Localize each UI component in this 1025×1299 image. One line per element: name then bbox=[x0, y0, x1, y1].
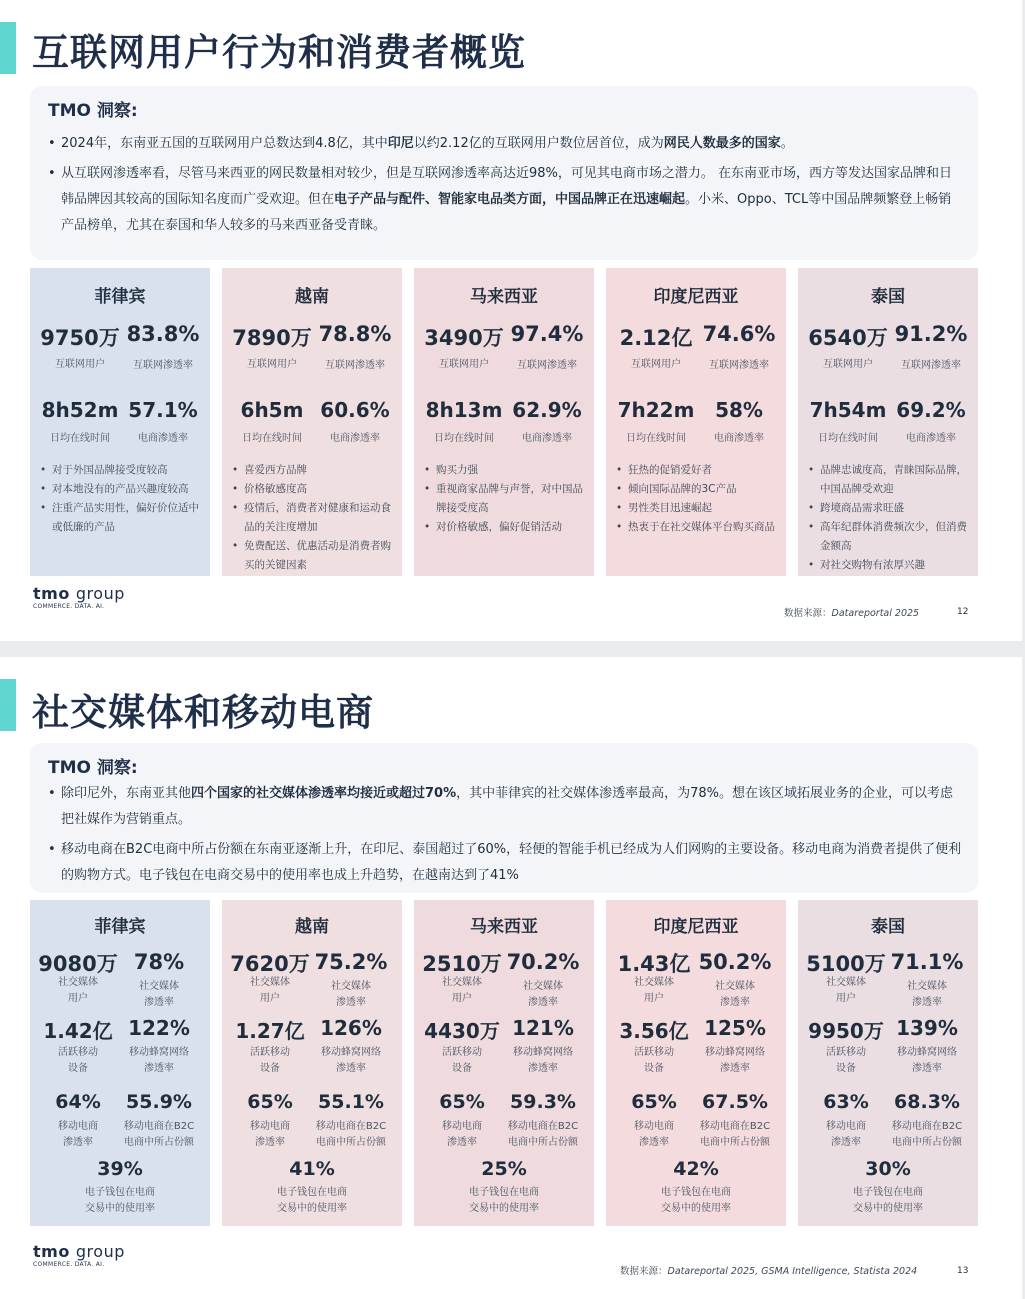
internet-users-label: 互联网用户 bbox=[631, 359, 681, 370]
ecommerce-penetration-label: 电商渗透率 bbox=[906, 433, 956, 444]
logo-group: group bbox=[75, 1242, 125, 1261]
b2c-share-value: 55.9% bbox=[126, 1091, 192, 1113]
title-accent-bar bbox=[0, 22, 16, 74]
bold-phrase: 网民人数最多的国家 bbox=[663, 136, 781, 151]
mobile-network-penetration-value: 125% bbox=[704, 1016, 766, 1040]
consumer-trait: • 品牌忠诚度高，青睐国际品牌，中国品牌受欢迎 bbox=[806, 461, 974, 499]
source-label: 数据来源： bbox=[620, 1266, 668, 1277]
mobile-devices-value: 9950万 bbox=[808, 1019, 884, 1043]
logo-tagline: COMMERCE. DATA. AI. bbox=[33, 1261, 105, 1268]
page-number: 13 bbox=[957, 1266, 969, 1276]
tmo-group-logo bbox=[33, 1242, 125, 1268]
bullet-dot: • bbox=[48, 842, 56, 857]
country-name: 越南 bbox=[295, 287, 329, 307]
internet-users-label: 互联网用户 bbox=[823, 359, 873, 370]
internet-penetration-label: 互联网渗透率 bbox=[517, 360, 577, 371]
internet-penetration-value: 97.4% bbox=[510, 322, 584, 346]
country-name: 马来西亚 bbox=[470, 287, 538, 307]
online-time-label: 日均在线时间 bbox=[626, 433, 686, 444]
mobile-ecommerce-label: 移动电商 渗透率 bbox=[250, 1121, 290, 1148]
mobile-ecommerce-label: 移动电商 渗透率 bbox=[634, 1121, 674, 1148]
b2c-share-value: 67.5% bbox=[702, 1091, 768, 1113]
mobile-ecommerce-value: 64% bbox=[55, 1091, 101, 1113]
social-penetration-label: 社交媒体 渗透率 bbox=[523, 981, 563, 1008]
internet-penetration-label: 互联网渗透率 bbox=[325, 360, 385, 371]
bullet-text bbox=[48, 837, 963, 889]
consumer-trait: • 对本地没有的产品兴趣度较高 bbox=[38, 480, 206, 499]
consumer-trait: • 倾向国际品牌的3C产品 bbox=[614, 480, 782, 499]
ewallet-label: 电子钱包在电商 交易中的使用率 bbox=[85, 1187, 155, 1214]
ewallet-value: 25% bbox=[481, 1158, 527, 1180]
mobile-devices-label: 活跃移动 设备 bbox=[250, 1047, 290, 1074]
country-card bbox=[798, 268, 978, 576]
insight-bullet bbox=[48, 161, 963, 239]
social-users-label: 社交媒体 用户 bbox=[442, 977, 482, 1004]
mobile-ecommerce-value: 65% bbox=[631, 1091, 677, 1113]
consumer-traits-list bbox=[806, 461, 974, 575]
internet-users-label: 互联网用户 bbox=[55, 359, 105, 370]
country-name: 印度尼西亚 bbox=[653, 917, 739, 937]
tmo-group-logo bbox=[33, 584, 125, 610]
country-card bbox=[414, 900, 594, 1226]
mobile-network-label: 移动蜂窝网络 渗透率 bbox=[705, 1047, 765, 1074]
internet-users-value: 6540万 bbox=[808, 326, 888, 350]
country-card bbox=[606, 900, 786, 1226]
ecommerce-penetration-value: 69.2% bbox=[896, 398, 966, 422]
bullet-dot: • bbox=[48, 166, 56, 181]
internet-penetration-value: 83.8% bbox=[126, 322, 200, 346]
internet-penetration-value: 74.6% bbox=[702, 322, 776, 346]
internet-users-label: 互联网用户 bbox=[247, 359, 297, 370]
online-time-value: 8h52m bbox=[41, 398, 119, 422]
ecommerce-penetration-label: 电商渗透率 bbox=[522, 433, 572, 444]
social-penetration-value: 70.2% bbox=[506, 950, 580, 974]
online-time-label: 日均在线时间 bbox=[818, 433, 878, 444]
online-time-value: 8h13m bbox=[425, 398, 503, 422]
consumer-traits-list bbox=[230, 461, 398, 575]
logo-main: tmo bbox=[33, 584, 70, 603]
social-users-value: 2510万 bbox=[422, 952, 502, 976]
ewallet-value: 39% bbox=[97, 1158, 143, 1180]
b2c-share-value: 68.3% bbox=[894, 1091, 960, 1113]
country-card bbox=[30, 900, 210, 1226]
consumer-traits-list bbox=[422, 461, 590, 537]
mobile-devices-label: 活跃移动 设备 bbox=[826, 1047, 866, 1074]
ewallet-value: 42% bbox=[673, 1158, 719, 1180]
mobile-network-penetration-value: 121% bbox=[512, 1016, 574, 1040]
social-penetration-label: 社交媒体 渗透率 bbox=[139, 981, 179, 1008]
internet-users-value: 9750万 bbox=[40, 326, 120, 350]
bullet-text bbox=[48, 131, 963, 157]
mobile-network-penetration-value: 126% bbox=[320, 1016, 382, 1040]
country-name: 菲律宾 bbox=[94, 917, 146, 937]
bold-phrase: 电子产品与配件、智能家电品类方面，中国品牌正在迅速崛起 bbox=[334, 192, 686, 207]
mobile-devices-value: 4430万 bbox=[424, 1019, 500, 1043]
mobile-network-label: 移动蜂窝网络 渗透率 bbox=[513, 1047, 573, 1074]
source-label: 数据来源： bbox=[784, 608, 832, 619]
country-name: 菲律宾 bbox=[94, 287, 146, 307]
text-run: ，其中菲律宾的社交媒体渗透率最高，为78%。想在该区域拓展业务的企业，可以考虑把社媒作为营销重点。 bbox=[61, 786, 954, 827]
b2c-share-value: 59.3% bbox=[510, 1091, 576, 1113]
mobile-devices-label: 活跃移动 设备 bbox=[634, 1047, 674, 1074]
ecommerce-penetration-value: 57.1% bbox=[128, 398, 198, 422]
mobile-ecommerce-label: 移动电商 渗透率 bbox=[58, 1121, 98, 1148]
mobile-devices-value: 3.56亿 bbox=[619, 1019, 689, 1043]
text-run: 以约2.12亿的互联网用户数位居首位，成为 bbox=[413, 136, 664, 151]
country-name: 印度尼西亚 bbox=[653, 287, 739, 307]
bold-phrase: 印尼 bbox=[387, 136, 414, 151]
insight-heading: TMO 洞察: bbox=[48, 758, 138, 778]
country-card bbox=[798, 900, 978, 1226]
ewallet-value: 30% bbox=[865, 1158, 911, 1180]
social-users-value: 1.43亿 bbox=[617, 952, 691, 976]
title-accent-bar bbox=[0, 679, 16, 731]
ecommerce-penetration-value: 60.6% bbox=[320, 398, 390, 422]
ewallet-label: 电子钱包在电商 交易中的使用率 bbox=[853, 1187, 923, 1214]
insight-bullet bbox=[48, 837, 963, 889]
social-penetration-value: 71.1% bbox=[890, 950, 964, 974]
online-time-label: 日均在线时间 bbox=[434, 433, 494, 444]
consumer-trait: • 跨境商品需求旺盛 bbox=[806, 499, 974, 518]
internet-penetration-value: 91.2% bbox=[894, 322, 968, 346]
insight-box bbox=[30, 743, 978, 893]
ewallet-label: 电子钱包在电商 交易中的使用率 bbox=[661, 1187, 731, 1214]
slide-social-mobile bbox=[0, 657, 1022, 1299]
b2c-share-label: 移动电商在B2C 电商中所占份额 bbox=[507, 1121, 579, 1148]
insight-heading: TMO 洞察: bbox=[48, 101, 138, 121]
consumer-trait: • 男性类目迅速崛起 bbox=[614, 499, 782, 518]
bullet-dot: • bbox=[48, 136, 56, 151]
internet-users-value: 3490万 bbox=[424, 326, 504, 350]
social-penetration-value: 78% bbox=[133, 950, 185, 974]
social-penetration-value: 75.2% bbox=[314, 950, 388, 974]
bold-phrase: 四个国家的社交媒体渗透率均接近或超过70% bbox=[191, 786, 457, 801]
social-penetration-label: 社交媒体 渗透率 bbox=[331, 981, 371, 1008]
mobile-devices-value: 1.42亿 bbox=[43, 1019, 113, 1043]
social-penetration-label: 社交媒体 渗透率 bbox=[715, 981, 755, 1008]
consumer-traits-list bbox=[614, 461, 782, 537]
ewallet-label: 电子钱包在电商 交易中的使用率 bbox=[469, 1187, 539, 1214]
data-source bbox=[620, 1263, 917, 1277]
consumer-trait: • 狂热的促销爱好者 bbox=[614, 461, 782, 480]
mobile-network-label: 移动蜂窝网络 渗透率 bbox=[129, 1047, 189, 1074]
internet-penetration-value: 78.8% bbox=[318, 322, 392, 346]
online-time-value: 7h54m bbox=[809, 398, 887, 422]
mobile-network-label: 移动蜂窝网络 渗透率 bbox=[897, 1047, 957, 1074]
bullet-text bbox=[48, 161, 963, 239]
consumer-trait: • 对于外国品牌接受度较高 bbox=[38, 461, 206, 480]
social-penetration-label: 社交媒体 渗透率 bbox=[907, 981, 947, 1008]
slide-internet-overview bbox=[0, 0, 1022, 641]
online-time-value: 7h22m bbox=[617, 398, 695, 422]
online-time-value: 6h5m bbox=[240, 398, 304, 422]
mobile-ecommerce-label: 移动电商 渗透率 bbox=[826, 1121, 866, 1148]
mobile-devices-value: 1.27亿 bbox=[235, 1019, 305, 1043]
insight-bullet bbox=[48, 781, 963, 833]
source-text: Datareportal 2025 bbox=[831, 608, 920, 619]
internet-users-label: 互联网用户 bbox=[439, 359, 489, 370]
consumer-trait: • 对社交购物有浓厚兴趣 bbox=[806, 556, 974, 575]
social-users-label: 社交媒体 用户 bbox=[634, 977, 674, 1004]
insight-box bbox=[30, 86, 978, 260]
consumer-trait: • 价格敏感度高 bbox=[230, 480, 398, 499]
b2c-share-label: 移动电商在B2C 电商中所占份额 bbox=[891, 1121, 963, 1148]
consumer-traits-list bbox=[38, 461, 206, 537]
consumer-trait: • 热衷于在社交媒体平台购买商品 bbox=[614, 518, 782, 537]
online-time-label: 日均在线时间 bbox=[242, 433, 302, 444]
ecommerce-penetration-label: 电商渗透率 bbox=[714, 433, 764, 444]
social-users-value: 7620万 bbox=[230, 952, 310, 976]
country-card bbox=[30, 268, 210, 576]
social-penetration-value: 50.2% bbox=[698, 950, 772, 974]
logo-main: tmo bbox=[33, 1242, 70, 1261]
consumer-trait: • 购买力强 bbox=[422, 461, 590, 480]
ecommerce-penetration-value: 62.9% bbox=[512, 398, 582, 422]
text-run: 。 bbox=[780, 136, 794, 151]
insight-bullet bbox=[48, 131, 963, 157]
internet-penetration-label: 互联网渗透率 bbox=[709, 360, 769, 371]
mobile-devices-label: 活跃移动 设备 bbox=[442, 1047, 482, 1074]
consumer-trait: • 对价格敏感，偏好促销活动 bbox=[422, 518, 590, 537]
ecommerce-penetration-label: 电商渗透率 bbox=[138, 433, 188, 444]
mobile-ecommerce-value: 63% bbox=[823, 1091, 869, 1113]
bullet-dot: • bbox=[48, 786, 56, 801]
consumer-trait: • 喜爱西方品牌 bbox=[230, 461, 398, 480]
b2c-share-label: 移动电商在B2C 电商中所占份额 bbox=[315, 1121, 387, 1148]
mobile-network-penetration-value: 139% bbox=[896, 1016, 958, 1040]
consumer-trait: • 注重产品实用性，偏好价位适中或低廉的产品 bbox=[38, 499, 206, 537]
text-run: 除印尼外，东南亚其他 bbox=[61, 786, 192, 801]
internet-penetration-label: 互联网渗透率 bbox=[901, 360, 961, 371]
ewallet-label: 电子钱包在电商 交易中的使用率 bbox=[277, 1187, 347, 1214]
text-run: 2024年，东南亚五国的互联网用户总数达到4.8亿，其中 bbox=[61, 136, 388, 151]
consumer-trait: • 重视商家品牌与声誉，对中国品牌接受度高 bbox=[422, 480, 590, 518]
country-card bbox=[222, 900, 402, 1226]
page-number: 12 bbox=[957, 607, 969, 617]
mobile-network-penetration-value: 122% bbox=[128, 1016, 190, 1040]
page-title: 社交媒体和移动电商 bbox=[32, 691, 374, 734]
consumer-trait: • 免费配送、优惠活动是消费者购买的关键因素 bbox=[230, 537, 398, 575]
mobile-ecommerce-value: 65% bbox=[439, 1091, 485, 1113]
country-card bbox=[222, 268, 402, 576]
social-users-label: 社交媒体 用户 bbox=[826, 977, 866, 1004]
ewallet-value: 41% bbox=[289, 1158, 335, 1180]
text-run: 。小米、Oppo、TCL等中国品牌频繁登上畅销产品榜单，尤其在泰国和华人较多的马来西亚备受青睐。 bbox=[61, 192, 952, 233]
consumer-trait: • 高年纪群体消费频次少，但消费金额高 bbox=[806, 518, 974, 556]
source-text: Datareportal 2025, GSMA Intelligence, Statista 2024 bbox=[667, 1266, 918, 1277]
internet-users-value: 7890万 bbox=[232, 326, 312, 350]
internet-users-value: 2.12亿 bbox=[619, 326, 693, 350]
online-time-label: 日均在线时间 bbox=[50, 433, 110, 444]
country-card bbox=[414, 268, 594, 576]
country-name: 泰国 bbox=[871, 287, 905, 307]
mobile-ecommerce-label: 移动电商 渗透率 bbox=[442, 1121, 482, 1148]
country-name: 越南 bbox=[295, 917, 329, 937]
logo-tagline: COMMERCE. DATA. AI. bbox=[33, 603, 105, 610]
social-users-label: 社交媒体 用户 bbox=[58, 977, 98, 1004]
ecommerce-penetration-value: 58% bbox=[715, 398, 763, 422]
social-users-label: 社交媒体 用户 bbox=[250, 977, 290, 1004]
country-card bbox=[606, 268, 786, 576]
data-source bbox=[784, 605, 919, 619]
text-run: 从互联网渗透率看，尽管马来西亚的网民数量相对较少，但是互联网渗透率高达近98%，可见其电商市场之潜力。 在东南亚市场，西方等发达国家品牌和日韩品牌因其较高的国际知名度而广受欢迎。但在 bbox=[61, 166, 953, 207]
internet-penetration-label: 互联网渗透率 bbox=[133, 360, 193, 371]
social-users-value: 9080万 bbox=[38, 952, 118, 976]
mobile-network-label: 移动蜂窝网络 渗透率 bbox=[321, 1047, 381, 1074]
b2c-share-label: 移动电商在B2C 电商中所占份额 bbox=[123, 1121, 195, 1148]
country-name: 马来西亚 bbox=[470, 917, 538, 937]
mobile-devices-label: 活跃移动 设备 bbox=[58, 1047, 98, 1074]
b2c-share-value: 55.1% bbox=[318, 1091, 384, 1113]
text-run: 移动电商在B2C电商中所占份额在东南亚逐渐上升，在印尼、泰国超过了60%，轻便的智能手机已经成为人们网购的主要设备。移动电商为消费者提供了便利的购物方式。电子钱包在电商交易中的使用率也成上升趋势，在越南达到了41% bbox=[61, 842, 962, 883]
logo-group: group bbox=[75, 584, 125, 603]
bullet-text bbox=[48, 781, 963, 833]
social-users-value: 5100万 bbox=[806, 952, 886, 976]
page-title: 互联网用户行为和消费者概览 bbox=[32, 31, 526, 74]
country-name: 泰国 bbox=[871, 917, 905, 937]
ecommerce-penetration-label: 电商渗透率 bbox=[330, 433, 380, 444]
consumer-trait: • 疫情后，消费者对健康和运动食品的关注度增加 bbox=[230, 499, 398, 537]
mobile-ecommerce-value: 65% bbox=[247, 1091, 293, 1113]
b2c-share-label: 移动电商在B2C 电商中所占份额 bbox=[699, 1121, 771, 1148]
